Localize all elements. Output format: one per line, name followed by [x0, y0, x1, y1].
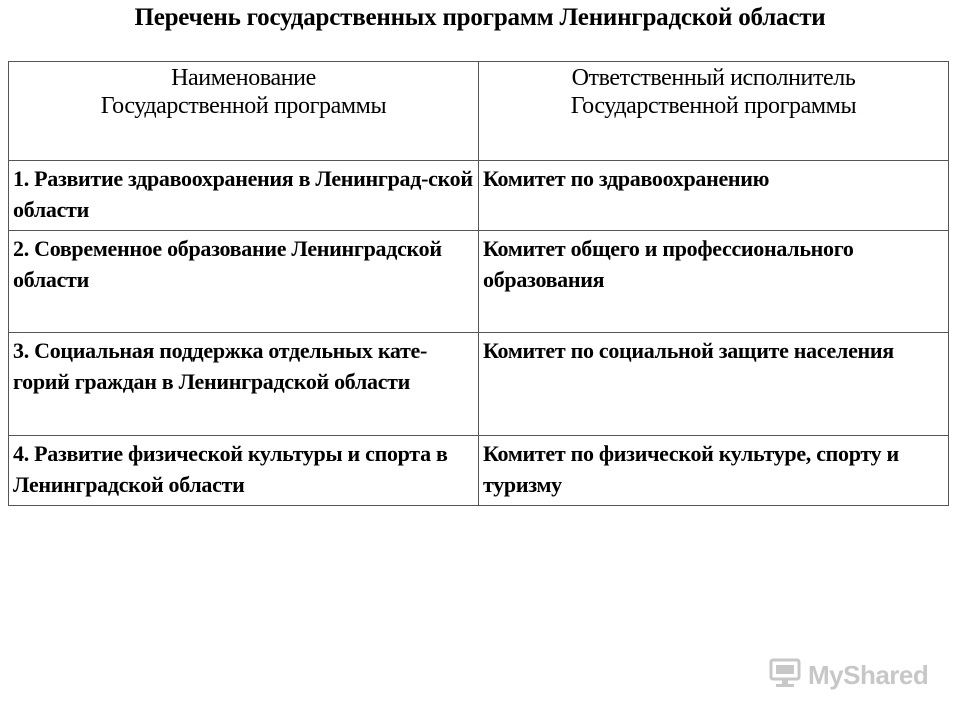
header-executor-line1: Ответственный исполнитель — [571, 65, 856, 91]
executor-cell: Комитет общего и профессионального образования — [479, 231, 949, 333]
watermark-text: MyShared — [808, 660, 929, 690]
executor-cell: Комитет по здравоохранению — [479, 161, 949, 231]
table-row — [9, 436, 949, 506]
table-header-row — [9, 62, 949, 161]
executor-cell: Комитет по социальной защите населения — [479, 333, 949, 436]
table-row — [9, 231, 949, 333]
header-executor-line2: Государственной программы — [570, 93, 857, 119]
program-cell: 3. Социальная поддержка отдельных кате-горий граждан в Ленинградской области — [9, 333, 479, 436]
table-row — [9, 161, 949, 231]
header-program-name-line2: Государственной программы — [100, 93, 387, 119]
program-cell: 4. Развитие физической культуры и спорта в Ленинградской области — [9, 436, 479, 506]
programs-table — [8, 61, 949, 506]
table-row — [9, 333, 949, 436]
page-title: Перечень государственных программ Ленинградской области — [134, 4, 826, 31]
header-executor — [479, 62, 949, 161]
myshared-watermark — [768, 656, 928, 695]
program-cell: 1. Развитие здравоохранения в Ленинград-ской области — [9, 161, 479, 231]
header-program-name — [9, 62, 479, 161]
monitor-logo-icon — [768, 656, 802, 695]
header-program-name-line1: Наименование — [171, 65, 316, 91]
executor-cell: Комитет по физической культуре, спорту и туризму — [479, 436, 949, 506]
program-cell: 2. Современное образование Ленинградской области — [9, 231, 479, 333]
